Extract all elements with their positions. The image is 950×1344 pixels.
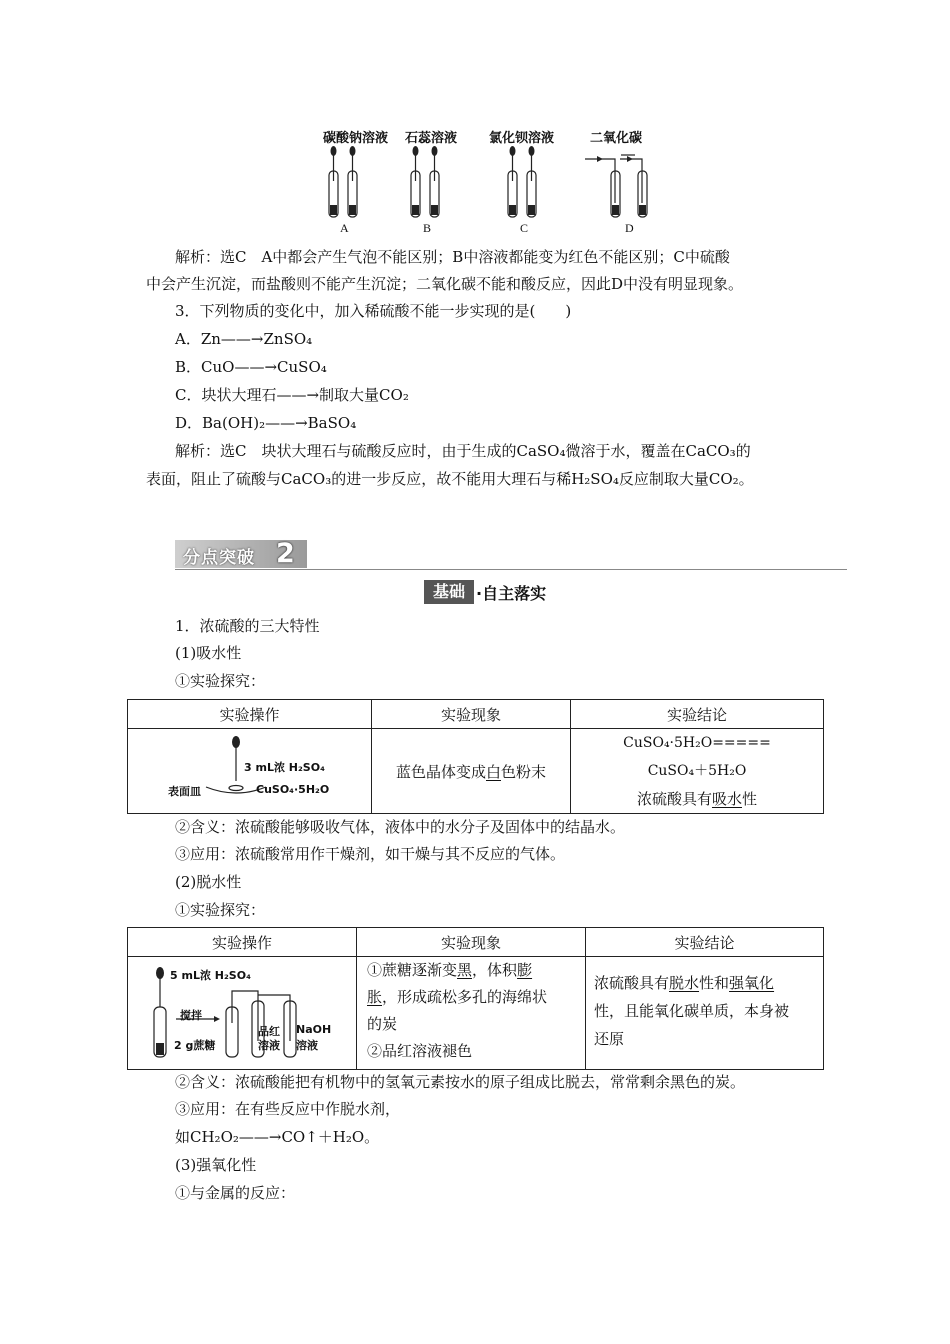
fig-label-b: 石蕊溶液 bbox=[405, 131, 458, 146]
dehydrate-ph1-pre: ①蔗糖逐渐变 bbox=[367, 961, 458, 979]
table-dehydrate-header-con: 实验结论 bbox=[586, 928, 824, 957]
dehydrate-c3: 还原 bbox=[594, 1030, 625, 1048]
dehydrate-ph2-post: ，形成疏松多孔的海绵状 bbox=[382, 988, 548, 1006]
absorb-fig-crystal-label: CuSO₄·5H₂O bbox=[256, 783, 330, 796]
fig-label-a: 碳酸钠溶液 bbox=[323, 131, 389, 146]
fig-label-c: 氯化钡溶液 bbox=[489, 131, 555, 146]
dehydrate-fig-pinkred-label: 品红 bbox=[258, 1025, 280, 1038]
q3-option-c: C．块状大理石——→制取大量CO₂ bbox=[175, 386, 409, 404]
s2-p2: (2)脱水性 bbox=[175, 873, 242, 891]
fig-letter-d: D bbox=[625, 221, 634, 235]
section-banner-number: 2 bbox=[276, 538, 295, 569]
table-absorb-op-cell bbox=[128, 729, 372, 814]
q3-option-d: D．Ba(OH)₂——→BaSO₄ bbox=[175, 414, 357, 432]
table-dehydrate-phenomenon bbox=[357, 957, 586, 1070]
dehydrate-c1-u1: 脱水 bbox=[669, 974, 700, 992]
s2-example: 如CH₂O₂——→CO↑＋H₂O。 bbox=[175, 1128, 380, 1146]
table-dehydrate-header-ph: 实验现象 bbox=[357, 928, 586, 957]
absorb-conclusion-2: CuSO₄＋5H₂O bbox=[647, 763, 747, 779]
s2-explore: ①实验探究： bbox=[175, 901, 266, 919]
table-absorb bbox=[127, 699, 824, 814]
absorb-conclusion-3-post: 性 bbox=[742, 790, 758, 808]
analysis-3-line-1: 解析：选C 块状大理石与硫酸反应时，由于生成的CaSO₄微溶于水，覆盖在CaCO₃的 bbox=[175, 442, 751, 460]
section-divider bbox=[175, 569, 847, 570]
absorb-conclusion-3-pre: 浓硫酸具有 bbox=[636, 790, 712, 808]
test-tubes-drawing bbox=[315, 143, 665, 223]
fig-label-d: 二氧化碳 bbox=[590, 131, 643, 146]
question-3-stem: 3．下列物质的变化中，加入稀硫酸不能一步实现的是( ) bbox=[175, 302, 572, 320]
s1-meaning: ②含义：浓硫酸能够吸收气体，液体中的水分子及固体中的结晶水。 bbox=[175, 818, 626, 836]
sub-title: ·自主落实 bbox=[476, 584, 547, 603]
dehydrate-fig-acid-label: 5 mL浓 H₂SO₄ bbox=[170, 969, 251, 982]
analysis-3-line-2: 表面，阻止了硫酸与CaCO₃的进一步反应，故不能用大理石与稀H₂SO₄反应制取大量CO₂。 bbox=[146, 470, 754, 488]
dehydrate-fig-naoh-solution: 溶液 bbox=[296, 1039, 318, 1052]
dehydrate-fig-sugar-label: 2 g蔗糖 bbox=[174, 1039, 216, 1052]
dehydrate-fig-pinkred-solution: 溶液 bbox=[258, 1039, 280, 1052]
dehydrate-ph2-u: 胀 bbox=[367, 988, 383, 1006]
absorb-fig-acid-label: 3 mL浓 H₂SO₄ bbox=[244, 761, 325, 774]
sub-badge: 基础 bbox=[424, 580, 474, 604]
fig-letter-c: C bbox=[520, 221, 529, 235]
q3-option-b: B．CuO——→CuSO₄ bbox=[175, 358, 327, 376]
s2-meaning: ②含义：浓硫酸能把有机物中的氢氧元素按水的原子组成比脱去，常常剩余黑色的炭。 bbox=[175, 1073, 746, 1091]
dehydrate-fig-stir-label: 搅拌 bbox=[180, 1009, 202, 1022]
absorb-fig-dish-label: 表面皿 bbox=[168, 785, 201, 798]
dehydrate-ph3: 的炭 bbox=[367, 1015, 398, 1033]
absorb-conclusion-3-u: 吸水 bbox=[711, 790, 742, 808]
absorb-phenomenon-u: 白 bbox=[485, 762, 501, 781]
dehydrate-c1-mid: 性和 bbox=[699, 974, 730, 992]
fig-letter-a: A bbox=[340, 221, 349, 235]
section-banner bbox=[175, 540, 307, 568]
table-dehydrate bbox=[127, 927, 824, 1070]
analysis-2-line-2: 中会产生沉淀，而盐酸则不能产生沉淀；二氧化碳不能和酸反应，因此D中没有明显现象。 bbox=[146, 275, 744, 293]
s2-p3: (3)强氧化性 bbox=[175, 1156, 257, 1174]
dehydrate-ph1-u2: 膨 bbox=[517, 961, 533, 979]
absorb-phenomenon-post: 色粉末 bbox=[501, 762, 547, 781]
table-absorb-header-op: 实验操作 bbox=[128, 700, 372, 729]
s1-title: 1．浓硫酸的三大特性 bbox=[175, 617, 320, 635]
s1-explore: ①实验探究： bbox=[175, 672, 266, 690]
dehydrate-fig-naoh-label: NaOH bbox=[296, 1023, 332, 1036]
s1-p1: (1)吸水性 bbox=[175, 644, 242, 662]
table-dehydrate-header-op: 实验操作 bbox=[128, 928, 357, 957]
s2-metal: ①与金属的反应： bbox=[175, 1184, 296, 1202]
table-dehydrate-op-cell bbox=[128, 957, 357, 1070]
analysis-2-line-1: 解析：选C A中都会产生气泡不能区别；B中溶液都能变为红色不能区别；C中硫酸 bbox=[175, 248, 730, 266]
table-dehydrate-conclusion bbox=[586, 957, 824, 1070]
absorb-phenomenon-pre: 蓝色晶体变成 bbox=[395, 762, 486, 781]
dehydrate-c2: 性，且能氧化碳单质，本身被 bbox=[594, 1002, 790, 1020]
s2-application: ③应用：在有些反应中作脱水剂， bbox=[175, 1100, 401, 1118]
fig-letter-b: B bbox=[423, 221, 432, 235]
dehydrate-ph1-u1: 黑 bbox=[457, 961, 473, 979]
table-absorb-header-ph: 实验现象 bbox=[372, 700, 571, 729]
table-absorb-header-con: 实验结论 bbox=[571, 700, 824, 729]
q3-option-a: A．Zn——→ZnSO₄ bbox=[175, 330, 313, 348]
dehydrate-c1-pre: 浓硫酸具有 bbox=[594, 974, 670, 992]
dehydrate-ph1-mid: ，体积 bbox=[472, 961, 518, 979]
table-absorb-conclusion bbox=[571, 729, 824, 814]
absorb-conclusion-1: CuSO₄·5H₂O===== bbox=[623, 735, 771, 751]
table-absorb-phenomenon bbox=[372, 729, 571, 814]
dehydrate-c1-u2: 强氧化 bbox=[729, 974, 775, 992]
section-banner-title: 分点突破 bbox=[183, 548, 255, 568]
dehydrate-ph4: ②品红溶液褪色 bbox=[367, 1042, 473, 1060]
s1-application: ③应用：浓硫酸常用作干燥剂，如干燥与其不反应的气体。 bbox=[175, 845, 566, 863]
